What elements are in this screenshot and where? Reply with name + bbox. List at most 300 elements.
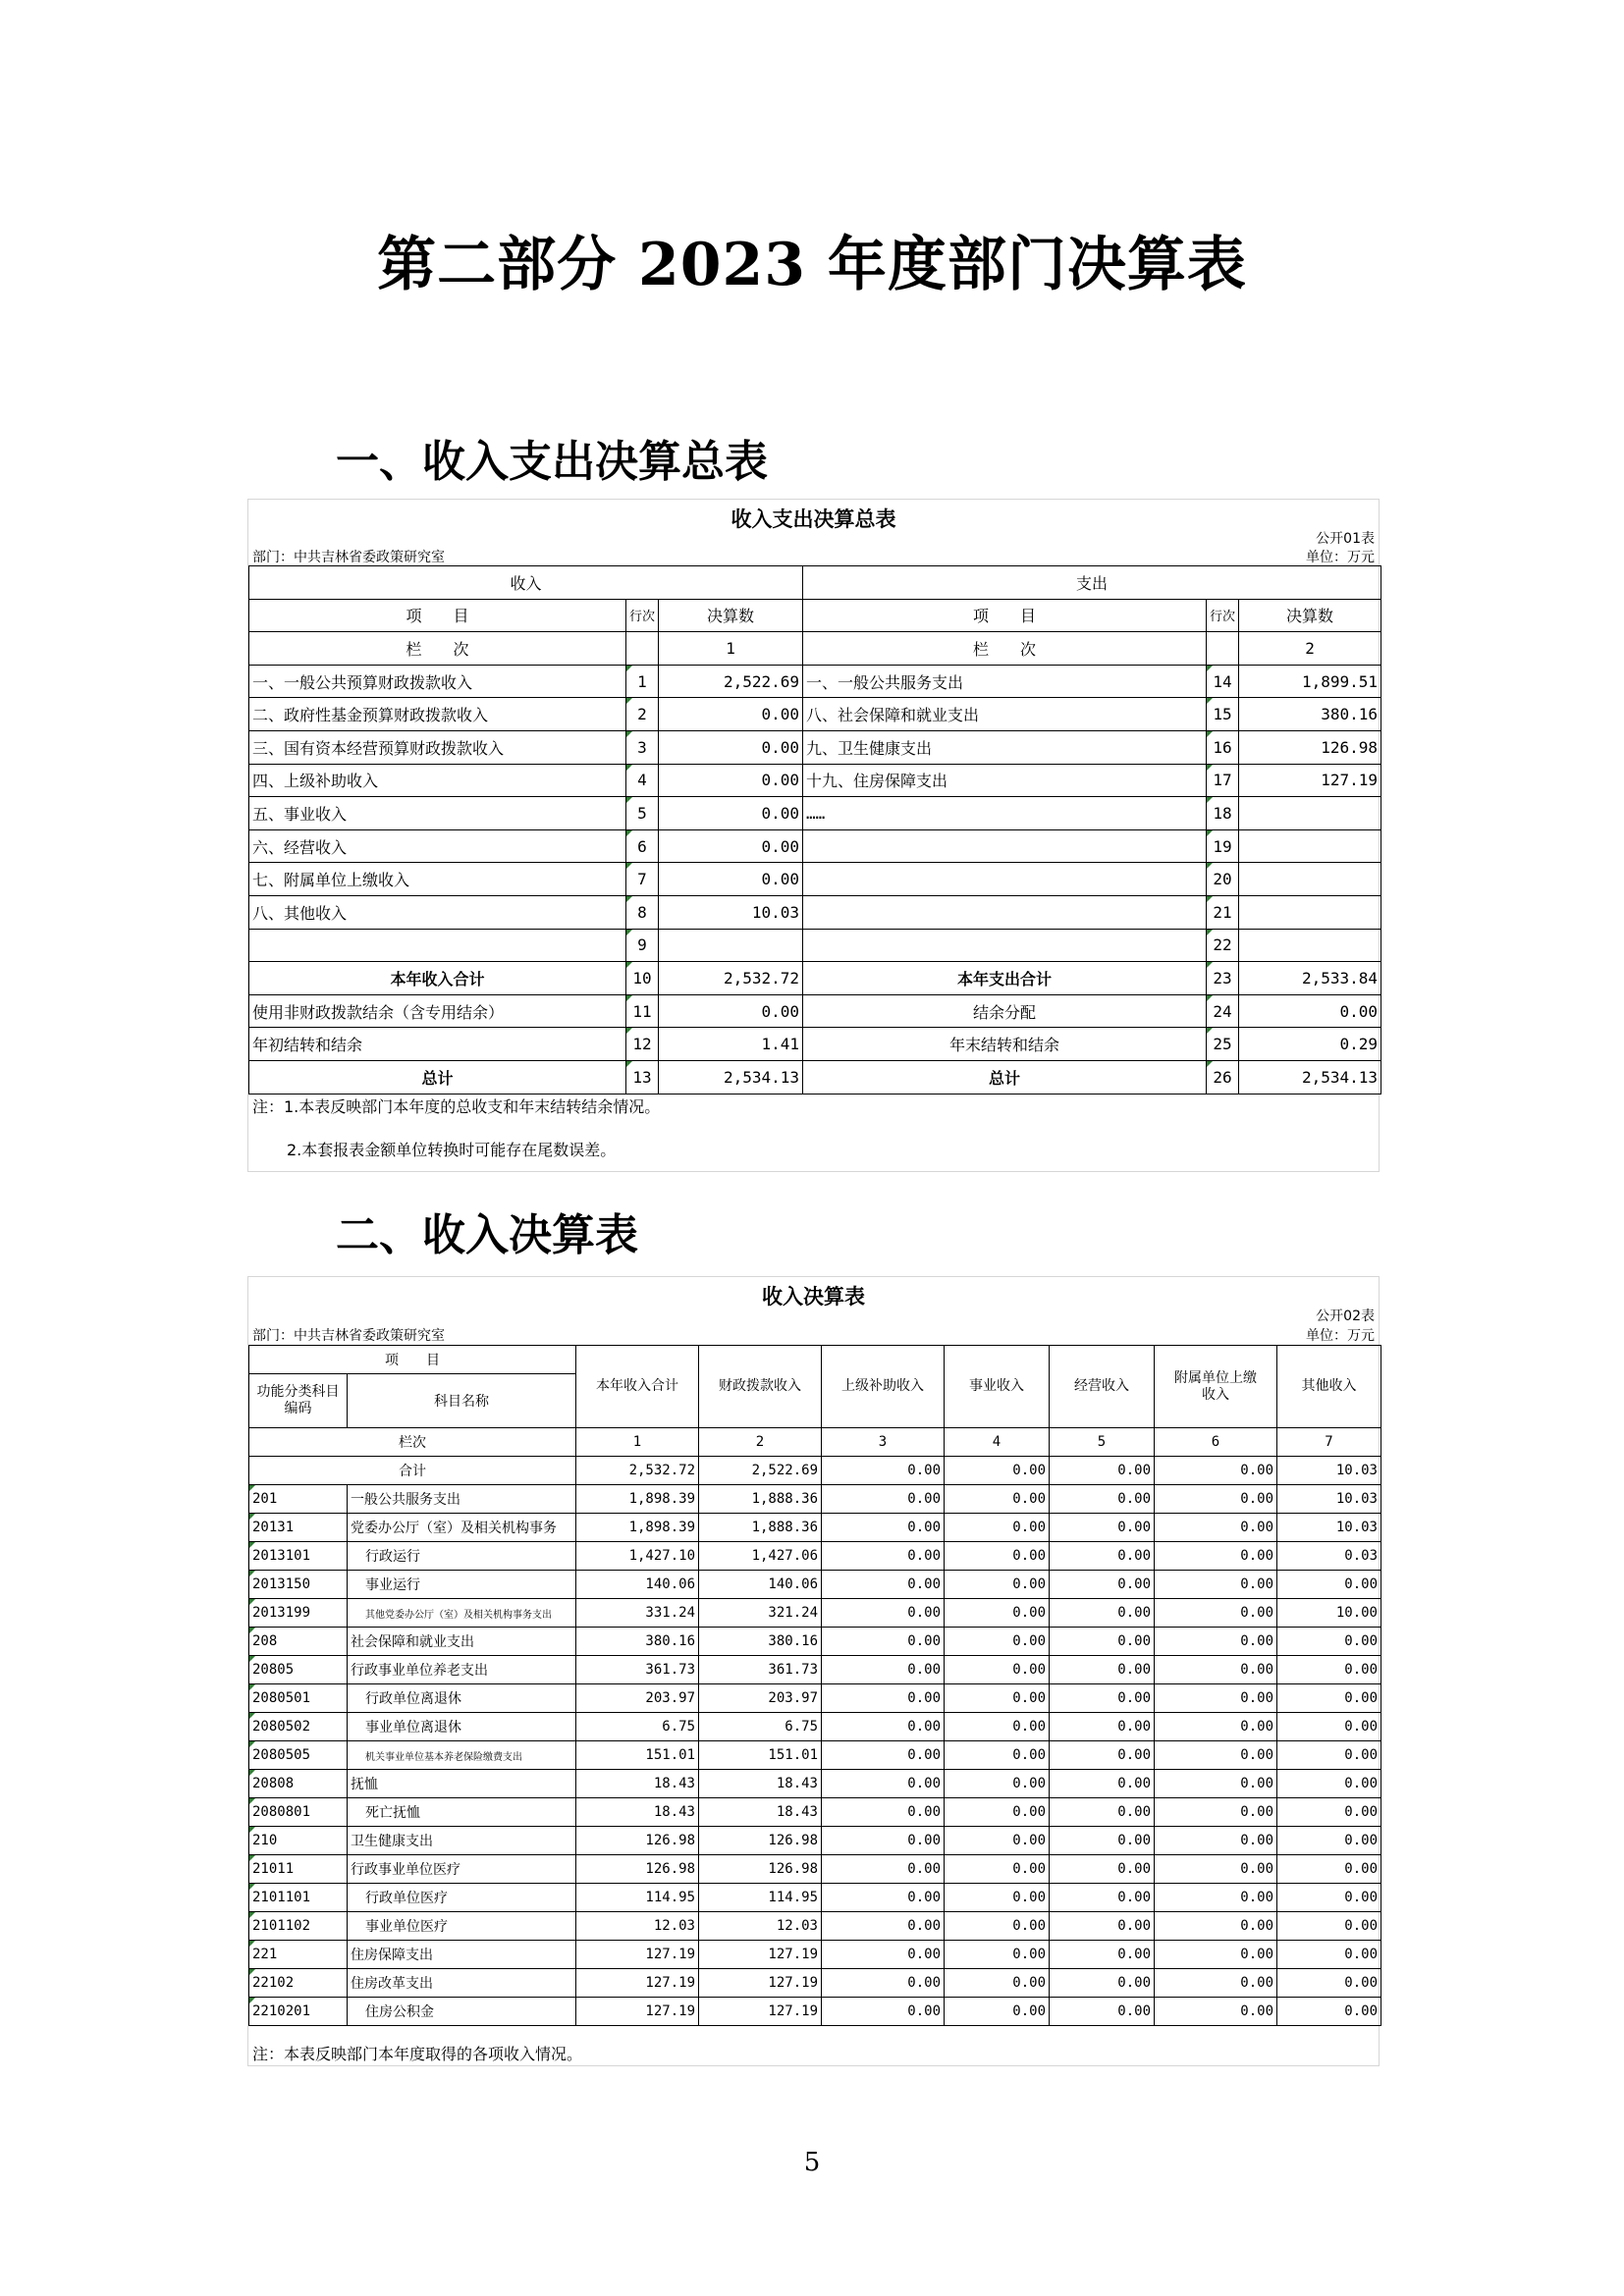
summary-row [249, 698, 1381, 731]
income-row [249, 1656, 1381, 1684]
column-number: 5 [1050, 1428, 1155, 1457]
expense-amount: 380.16 [1239, 698, 1381, 731]
line-number: 6 [626, 829, 659, 863]
expense-amount: 2,533.84 [1239, 962, 1381, 995]
expense-amount [1239, 895, 1381, 929]
subject-name: 党委办公厅（室）及相关机构事务 [348, 1514, 576, 1542]
line-number: 10 [626, 962, 659, 995]
income-header: 收入 [249, 566, 803, 600]
subject-code: 20805 [249, 1656, 348, 1684]
summary-table [248, 565, 1381, 1095]
amount: 0.00 [945, 1969, 1050, 1998]
total-value: 0.00 [945, 1457, 1050, 1485]
summary-table-title: 收入支出决算总表 [731, 507, 896, 531]
amount: 0.00 [1155, 1628, 1277, 1656]
total-value: 10.03 [1277, 1457, 1381, 1485]
expense-amount [1239, 797, 1381, 830]
subject-name: 事业单位离退休 [348, 1713, 576, 1741]
amount: 18.43 [699, 1770, 822, 1798]
summary-row [249, 929, 1381, 962]
amount-header: 决算数 [1239, 599, 1381, 632]
amount: 0.00 [1050, 1827, 1155, 1855]
income-row [249, 1827, 1381, 1855]
income-item: 年初结转和结余 [249, 1028, 626, 1061]
income-row [249, 1998, 1381, 2026]
amount: 0.00 [1277, 1628, 1381, 1656]
summary-total-row [249, 1060, 1381, 1094]
item-header: 项 目 [249, 1346, 576, 1374]
subject-code: 2210201 [249, 1998, 348, 2026]
subject-name: 事业运行 [348, 1571, 576, 1599]
column-order-label: 栏 次 [803, 632, 1207, 666]
income-row [249, 1571, 1381, 1599]
amount: 0.00 [1050, 1571, 1155, 1599]
income-item: 总计 [249, 1060, 626, 1094]
income-row [249, 1741, 1381, 1770]
income-item [249, 929, 626, 962]
amount: 0.00 [1277, 1941, 1381, 1969]
amount: 0.00 [1277, 1912, 1381, 1941]
subject-code: 2080801 [249, 1798, 348, 1827]
subject-code: 22102 [249, 1969, 348, 1998]
income-row [249, 1713, 1381, 1741]
amount: 0.00 [1050, 1969, 1155, 1998]
section-heading-summary: 一、收入支出决算总表 [336, 437, 768, 487]
amount: 0.00 [1155, 1571, 1277, 1599]
income-row [249, 1599, 1381, 1628]
income-amount: 10.03 [659, 895, 803, 929]
income-amount: 2,522.69 [659, 665, 803, 698]
total-value: 2,522.69 [699, 1457, 822, 1485]
amount: 0.00 [1277, 1684, 1381, 1713]
line-number: 22 [1207, 929, 1239, 962]
amount: 0.00 [1050, 1713, 1155, 1741]
col-header: 本年收入合计 [576, 1346, 699, 1428]
amount: 0.00 [1155, 1485, 1277, 1514]
subject-code: 2080505 [249, 1741, 348, 1770]
subject-code: 2013101 [249, 1542, 348, 1571]
amount: 0.00 [822, 1628, 945, 1656]
summary-row [249, 895, 1381, 929]
amount: 0.00 [945, 1542, 1050, 1571]
expense-item [803, 895, 1207, 929]
subject-name: 事业单位医疗 [348, 1912, 576, 1941]
amount: 0.00 [822, 1514, 945, 1542]
subject-code: 208 [249, 1628, 348, 1656]
amount: 0.03 [1277, 1542, 1381, 1571]
subject-name: 机关事业单位基本养老保险缴费支出 [348, 1741, 576, 1770]
amount: 6.75 [699, 1713, 822, 1741]
total-value: 0.00 [822, 1457, 945, 1485]
column-number: 4 [945, 1428, 1050, 1457]
total-label: 合计 [249, 1457, 576, 1485]
amount: 0.00 [1155, 1912, 1277, 1941]
income-row [249, 1912, 1381, 1941]
total-value: 0.00 [1155, 1457, 1277, 1485]
amount: 0.00 [1050, 1798, 1155, 1827]
amount: 140.06 [699, 1571, 822, 1599]
amount: 0.00 [1155, 1770, 1277, 1798]
column-number: 2 [1239, 632, 1381, 666]
summary-total-row [249, 962, 1381, 995]
amount: 0.00 [822, 1542, 945, 1571]
amount: 0.00 [822, 1884, 945, 1912]
income-row [249, 1798, 1381, 1827]
line-number: 5 [626, 797, 659, 830]
amount: 127.19 [699, 1969, 822, 1998]
amount: 114.95 [576, 1884, 699, 1912]
subject-code: 2080501 [249, 1684, 348, 1713]
expense-amount: 2,534.13 [1239, 1060, 1381, 1094]
amount: 0.00 [1050, 1542, 1155, 1571]
col-header: 附属单位上缴收入 [1155, 1346, 1277, 1428]
form-number: 公开01表 [1316, 531, 1375, 547]
amount: 127.19 [576, 1969, 699, 1998]
expense-amount: 0.29 [1239, 1028, 1381, 1061]
amount: 0.00 [1155, 1713, 1277, 1741]
amount: 0.00 [1155, 1798, 1277, 1827]
income-amount: 0.00 [659, 829, 803, 863]
amount: 0.00 [945, 1599, 1050, 1628]
subject-name: 行政运行 [348, 1542, 576, 1571]
code-header: 功能分类科目编码 [249, 1374, 348, 1428]
income-table [248, 1345, 1381, 2026]
subject-name: 行政单位离退休 [348, 1684, 576, 1713]
income-item: 一、一般公共预算财政拨款收入 [249, 665, 626, 698]
amount: 114.95 [699, 1884, 822, 1912]
summary-row [249, 863, 1381, 896]
amount: 0.00 [945, 1656, 1050, 1684]
summary-total-row [249, 1028, 1381, 1061]
amount: 0.00 [1155, 1514, 1277, 1542]
income-amount: 2,532.72 [659, 962, 803, 995]
income-item: 五、事业收入 [249, 797, 626, 830]
amount: 127.19 [576, 1941, 699, 1969]
line-number: 21 [1207, 895, 1239, 929]
summary-row [249, 829, 1381, 863]
subject-code: 2101101 [249, 1884, 348, 1912]
department-label: 部门：中共吉林省委政策研究室 [252, 550, 445, 565]
income-amount: 2,534.13 [659, 1060, 803, 1094]
line-number: 14 [1207, 665, 1239, 698]
subject-name: 抚恤 [348, 1770, 576, 1798]
amount: 331.24 [576, 1599, 699, 1628]
subject-name: 一般公共服务支出 [348, 1485, 576, 1514]
line-number: 9 [626, 929, 659, 962]
line-number: 12 [626, 1028, 659, 1061]
line-number: 7 [626, 863, 659, 896]
summary-row [249, 730, 1381, 764]
income-amount: 0.00 [659, 863, 803, 896]
amount: 0.00 [1050, 1599, 1155, 1628]
amount: 361.73 [576, 1656, 699, 1684]
income-amount: 0.00 [659, 764, 803, 797]
income-item: 三、国有资本经营预算财政拨款收入 [249, 730, 626, 764]
income-amount: 0.00 [659, 994, 803, 1028]
expense-item: 总计 [803, 1060, 1207, 1094]
amount: 126.98 [699, 1827, 822, 1855]
summary-note-2: 2.本套报表金额单位转换时可能存在尾数误差。 [287, 1141, 617, 1159]
line-number: 4 [626, 764, 659, 797]
income-amount: 0.00 [659, 730, 803, 764]
amount: 0.00 [1277, 1827, 1381, 1855]
amount: 0.00 [822, 1571, 945, 1599]
amount: 0.00 [945, 1998, 1050, 2026]
amount: 127.19 [699, 1998, 822, 2026]
subject-name: 住房保障支出 [348, 1941, 576, 1969]
amount: 0.00 [945, 1770, 1050, 1798]
line-no-header: 行次 [1207, 599, 1239, 632]
income-amount: 1.41 [659, 1028, 803, 1061]
column-order-label: 栏次 [249, 1428, 576, 1457]
column-number: 3 [822, 1428, 945, 1457]
subject-name: 其他党委办公厅（室）及相关机构事务支出 [348, 1599, 576, 1628]
amount: 0.00 [1155, 1656, 1277, 1684]
subject-code: 2101102 [249, 1912, 348, 1941]
amount: 0.00 [822, 1599, 945, 1628]
amount: 1,427.06 [699, 1542, 822, 1571]
amount: 0.00 [1277, 1656, 1381, 1684]
amount: 1,888.36 [699, 1514, 822, 1542]
amount: 380.16 [576, 1628, 699, 1656]
income-item: 七、附属单位上缴收入 [249, 863, 626, 896]
income-note: 注：本表反映部门本年度取得的各项收入情况。 [252, 2045, 583, 2063]
line-number: 16 [1207, 730, 1239, 764]
column-number: 2 [699, 1428, 822, 1457]
line-number: 18 [1207, 797, 1239, 830]
expense-item: 本年支出合计 [803, 962, 1207, 995]
amount: 0.00 [822, 1684, 945, 1713]
column-number: 6 [1155, 1428, 1277, 1457]
income-row [249, 1684, 1381, 1713]
expense-item: 一、一般公共服务支出 [803, 665, 1207, 698]
subject-code: 21011 [249, 1855, 348, 1884]
expense-header: 支出 [803, 566, 1381, 600]
income-item: 八、其他收入 [249, 895, 626, 929]
amount: 0.00 [1277, 1969, 1381, 1998]
income-amount: 0.00 [659, 797, 803, 830]
line-number: 8 [626, 895, 659, 929]
amount-header: 决算数 [659, 599, 803, 632]
subject-code: 2013199 [249, 1599, 348, 1628]
amount: 0.00 [1155, 1684, 1277, 1713]
unit-label: 单位：万元 [1306, 1328, 1375, 1344]
amount: 10.03 [1277, 1485, 1381, 1514]
amount: 0.00 [1050, 1485, 1155, 1514]
expense-item: 年末结转和结余 [803, 1028, 1207, 1061]
subject-code: 201 [249, 1485, 348, 1514]
line-number: 26 [1207, 1060, 1239, 1094]
amount: 0.00 [1050, 1998, 1155, 2026]
line-number: 3 [626, 730, 659, 764]
amount: 0.00 [1155, 1542, 1277, 1571]
expense-amount: 127.19 [1239, 764, 1381, 797]
amount: 1,898.39 [576, 1514, 699, 1542]
amount: 0.00 [945, 1884, 1050, 1912]
name-header: 科目名称 [348, 1374, 576, 1428]
amount: 0.00 [945, 1798, 1050, 1827]
expense-item: 结余分配 [803, 994, 1207, 1028]
amount: 12.03 [699, 1912, 822, 1941]
amount: 151.01 [576, 1741, 699, 1770]
amount: 0.00 [822, 1656, 945, 1684]
total-value: 2,532.72 [576, 1457, 699, 1485]
amount: 0.00 [822, 1713, 945, 1741]
amount: 12.03 [576, 1912, 699, 1941]
expense-item: …… [803, 797, 1207, 830]
amount: 0.00 [1277, 1998, 1381, 2026]
line-number: 11 [626, 994, 659, 1028]
expense-item: 八、社会保障和就业支出 [803, 698, 1207, 731]
amount: 0.00 [822, 1798, 945, 1827]
subject-name: 社会保障和就业支出 [348, 1628, 576, 1656]
summary-row [249, 764, 1381, 797]
amount: 0.00 [822, 1912, 945, 1941]
expense-item: 十九、住房保障支出 [803, 764, 1207, 797]
expense-amount: 126.98 [1239, 730, 1381, 764]
amount: 0.00 [1155, 1941, 1277, 1969]
subject-name: 行政事业单位养老支出 [348, 1656, 576, 1684]
line-number: 24 [1207, 994, 1239, 1028]
amount: 0.00 [1155, 1827, 1277, 1855]
line-number: 19 [1207, 829, 1239, 863]
amount: 10.00 [1277, 1599, 1381, 1628]
amount: 0.00 [1050, 1884, 1155, 1912]
expense-amount [1239, 929, 1381, 962]
income-item: 六、经营收入 [249, 829, 626, 863]
amount: 140.06 [576, 1571, 699, 1599]
amount: 0.00 [945, 1912, 1050, 1941]
income-row [249, 1941, 1381, 1969]
amount: 0.00 [822, 1827, 945, 1855]
column-number: 1 [659, 632, 803, 666]
amount: 0.00 [1277, 1713, 1381, 1741]
col-header: 财政拨款收入 [699, 1346, 822, 1428]
subject-name: 行政单位医疗 [348, 1884, 576, 1912]
amount: 10.03 [1277, 1514, 1381, 1542]
amount: 0.00 [1277, 1855, 1381, 1884]
income-row [249, 1884, 1381, 1912]
income-row [249, 1770, 1381, 1798]
line-number: 15 [1207, 698, 1239, 731]
expense-amount: 0.00 [1239, 994, 1381, 1028]
income-row [249, 1969, 1381, 1998]
subject-name: 死亡抚恤 [348, 1798, 576, 1827]
amount: 0.00 [1050, 1656, 1155, 1684]
amount: 1,898.39 [576, 1485, 699, 1514]
amount: 0.00 [822, 1770, 945, 1798]
section-heading-income: 二、收入决算表 [336, 1210, 638, 1260]
expense-item: 九、卫生健康支出 [803, 730, 1207, 764]
income-amount: 0.00 [659, 698, 803, 731]
expense-item [803, 929, 1207, 962]
amount: 6.75 [576, 1713, 699, 1741]
amount: 0.00 [822, 1998, 945, 2026]
expense-amount [1239, 863, 1381, 896]
income-row [249, 1542, 1381, 1571]
amount: 18.43 [699, 1798, 822, 1827]
income-row [249, 1514, 1381, 1542]
item-header: 项 目 [249, 599, 626, 632]
summary-note-1: 注：1.本表反映部门本年度的总收支和年末结转结余情况。 [252, 1097, 661, 1116]
unit-label: 单位：万元 [1306, 550, 1375, 565]
amount: 0.00 [1050, 1684, 1155, 1713]
line-number: 13 [626, 1060, 659, 1094]
amount: 380.16 [699, 1628, 822, 1656]
amount: 127.19 [576, 1998, 699, 2026]
amount: 0.00 [945, 1713, 1050, 1741]
amount: 0.00 [1155, 1855, 1277, 1884]
item-header: 项 目 [803, 599, 1207, 632]
page-number: 5 [803, 2148, 821, 2177]
amount: 0.00 [1050, 1514, 1155, 1542]
income-row [249, 1628, 1381, 1656]
amount: 0.00 [945, 1827, 1050, 1855]
column-number: 7 [1277, 1428, 1381, 1457]
department-label: 部门：中共吉林省委政策研究室 [252, 1328, 445, 1344]
amount: 0.00 [822, 1941, 945, 1969]
col-header: 事业收入 [945, 1346, 1050, 1428]
amount: 126.98 [576, 1827, 699, 1855]
amount: 0.00 [945, 1855, 1050, 1884]
col-header: 经营收入 [1050, 1346, 1155, 1428]
amount: 0.00 [1277, 1770, 1381, 1798]
line-number: 1 [626, 665, 659, 698]
amount: 0.00 [1050, 1741, 1155, 1770]
amount: 203.97 [576, 1684, 699, 1713]
amount: 0.00 [1155, 1599, 1277, 1628]
page-title: 第二部分 2023 年度部门决算表 [377, 231, 1247, 299]
subject-code: 2080502 [249, 1713, 348, 1741]
line-number: 25 [1207, 1028, 1239, 1061]
subject-code: 20131 [249, 1514, 348, 1542]
amount: 0.00 [1050, 1855, 1155, 1884]
amount: 0.00 [1155, 1884, 1277, 1912]
amount: 151.01 [699, 1741, 822, 1770]
amount: 0.00 [1050, 1770, 1155, 1798]
amount: 0.00 [822, 1969, 945, 1998]
total-value: 0.00 [1050, 1457, 1155, 1485]
amount: 0.00 [945, 1514, 1050, 1542]
subject-name: 住房改革支出 [348, 1969, 576, 1998]
amount: 18.43 [576, 1770, 699, 1798]
amount: 321.24 [699, 1599, 822, 1628]
amount: 0.00 [1155, 1969, 1277, 1998]
subject-code: 221 [249, 1941, 348, 1969]
summary-row [249, 797, 1381, 830]
amount: 0.00 [945, 1571, 1050, 1599]
amount: 1,888.36 [699, 1485, 822, 1514]
amount: 0.00 [822, 1855, 945, 1884]
income-amount [659, 929, 803, 962]
amount: 126.98 [699, 1855, 822, 1884]
amount: 0.00 [1277, 1884, 1381, 1912]
income-item: 四、上级补助收入 [249, 764, 626, 797]
subject-name: 行政事业单位医疗 [348, 1855, 576, 1884]
income-item: 二、政府性基金预算财政拨款收入 [249, 698, 626, 731]
income-table-frame [247, 1276, 1380, 2066]
amount: 0.00 [822, 1485, 945, 1514]
expense-item [803, 863, 1207, 896]
amount: 18.43 [576, 1798, 699, 1827]
subject-code: 210 [249, 1827, 348, 1855]
amount: 127.19 [699, 1941, 822, 1969]
amount: 1,427.10 [576, 1542, 699, 1571]
amount: 0.00 [1050, 1912, 1155, 1941]
amount: 0.00 [945, 1485, 1050, 1514]
expense-amount [1239, 829, 1381, 863]
col-header: 上级补助收入 [822, 1346, 945, 1428]
